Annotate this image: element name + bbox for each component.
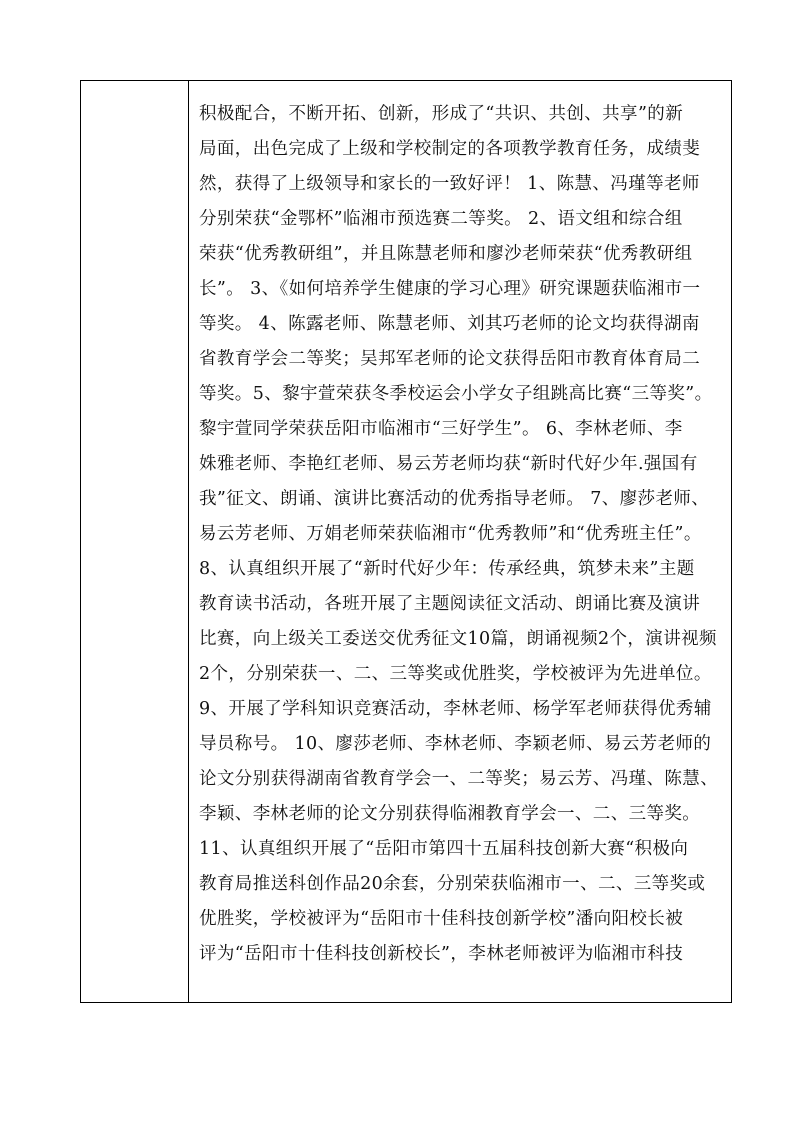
text-line: 11、认真组织开展了“岳阳市第四十五届科技创新大赛“积极向 [199,839,689,859]
text-line: 省教育学会二等奖；吴邦军老师的论文获得岳阳市教育体育局二 [199,349,701,369]
table-frame [80,80,732,1003]
text-line: 导员称号。 10、廖莎老师、李林老师、李颖老师、易云芳老师的 [199,734,712,754]
text-line: 李颖、李林老师的论文分别获得临湘教育学会一、二、三等奖。 [199,804,701,824]
text-line: 教育读书活动，各班开展了主题阅读征文活动、朗诵比赛及演讲 [199,594,701,614]
text-line: 8、认真组织开展了“新时代好少年：传承经典，筑梦未来”主题 [199,559,695,579]
text-line: 分别荣获“金鄂杯”临湘市预选赛二等奖。 2、语文组和综合组 [199,209,683,229]
text-line: 等奖。 4、陈露老师、陈慧老师、刘其巧老师的论文均获得湖南 [199,314,700,334]
text-line: 荣获“优秀教研组”，并且陈慧老师和廖沙老师荣获“优秀教研组 [199,244,693,264]
text-line: 等奖。5、黎宇萱荣获冬季校运会小学女子组跳高比赛“三等奖”。 [199,384,713,404]
text-line: 比赛，向上级关工委送交优秀征文10篇，朗诵视频2个，演讲视频 [199,629,717,649]
text-line: 优胜奖，学校被评为“岳阳市十佳科技创新学校”潘向阳校长被 [199,909,684,929]
text-line: 姝雅老师、李艳红老师、易云芳老师均获“新时代好少年.强国有 [199,454,698,474]
text-line: 积极配合，不断开拓、创新，形成了“共识、共创、共享”的新 [199,104,684,124]
text-line: 黎宇萱同学荣获岳阳市临湘市“三好学生”。 6、李林老师、李 [199,419,683,439]
text-line: 易云芳老师、万娟老师荣获临湘市“优秀教师”和“优秀班主任”。 [199,524,702,544]
text-line: 我”征文、朗诵、演讲比赛活动的优秀指导老师。 7、廖莎老师、 [199,489,710,509]
text-line: 教育局推送科创作品20余套，分别荣获临湘市一、二、三等奖或 [199,874,706,894]
text-line: 长”。 3、《如何培养学生健康的学习心理》研究课题获临湘市一 [199,279,701,299]
text-line: 2个，分别荣获一、二、三等奖或优胜奖，学校被评为先进单位。 [199,664,712,684]
text-line: 然，获得了上级领导和家长的一致好评！ 1、陈慧、冯瑾等老师 [199,174,700,194]
text-line: 局面，出色完成了上级和学校制定的各项教学教育任务，成绩斐 [199,139,701,159]
text-line: 9、开展了学科知识竞赛活动，李林老师、杨学军老师获得优秀辅 [199,699,712,719]
content-cell [189,81,731,1002]
text-line: 评为“岳阳市十佳科技创新校长”，李林老师被评为临湘市科技 [199,944,684,964]
text-line: 论文分别获得湖南省教育学会一、二等奖；易云芳、冯瑾、陈慧、 [199,769,719,789]
label-cell [81,81,189,1002]
